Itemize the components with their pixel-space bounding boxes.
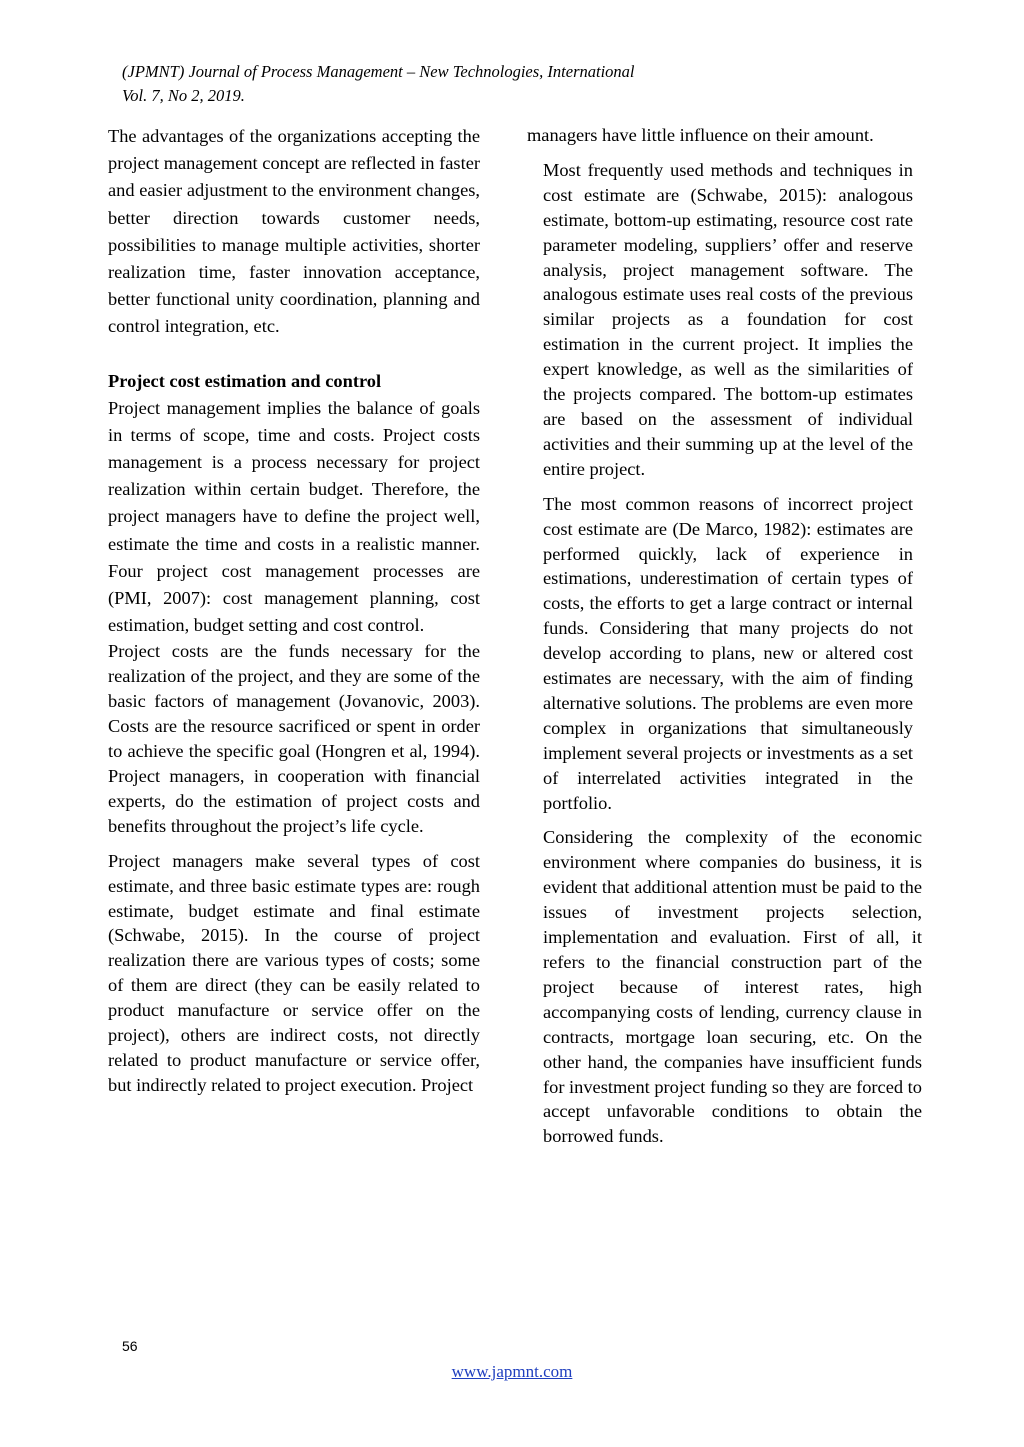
journal-volume: Vol. 7, No 2, 2019. xyxy=(122,86,245,105)
journal-title: (JPMNT) Journal of Process Management – New Technologies, International xyxy=(122,62,635,81)
section-heading: Project cost estimation and control xyxy=(108,370,382,391)
paragraph-estimate-types: Project managers make several types of cost estimate, and three basic estimate types are: rough estimate, budget estimate and final estimate (Schwabe, 2015). In the course of project realization there are various types of costs; some of them are direct (they can be easily related to product manufacture or service offer on the project), others are indirect costs, not directly related to product manufacture or service offer, but indirectly related to project execution. Project xyxy=(108,850,480,1095)
left-column xyxy=(108,123,480,1098)
paragraph-incorrect-estimates: The most common reasons of incorrect project cost estimate are (De Marco, 1982): estimates are performed quickly, lack of experience in estimations, underestimation of certain types of costs, the efforts to get a large contract or internal funds. Considering that many projects do not develop according to plans, new or altered cost estimates are necessary, with the aim of finding alternative solutions. The problems are even more complex in organizations that simultaneously implement several projects or investments as a set of interrelated activities integrated in the portfolio. xyxy=(543,493,913,813)
paragraph-cost-management: Project management implies the balance of goals in terms of scope, time and costs. Project costs management is a process necessary for project realization within certain budget. Therefore, the project managers have to define the project well, estimate the time and costs in a realistic manner. Four project cost management processes are (PMI, 2007): cost management planning, cost estimation, budget setting and cost control. xyxy=(108,397,480,636)
website-link[interactable]: www.japmnt.com xyxy=(451,1362,573,1381)
paragraph-economic-environment: Considering the complexity of the economic environment where companies do business, it is evident that additional attention must be paid to the issues of investment projects selection, implementation and evaluation. First of all, it refers to the financial construction part of the project because of interest rates, high accompanying costs of lending, currency clause in contracts, mortgage loan securing, etc. On the other hand, the companies have insufficient funds for investment project funding so they are forced to accept unfavorable conditions to obtain the borrowed funds. xyxy=(543,827,922,1147)
page-number: 56 xyxy=(122,1338,138,1354)
right-column xyxy=(527,123,922,1149)
paragraph-gap xyxy=(108,341,480,368)
paragraph-advantages: The advantages of the organizations accepting the project management concept are reflected in faster and easier adjustment to the environment changes, better direction towards customer needs, possibilities to manage multiple activities, shorter realization time, faster innovation acceptance, better functional unity coordination, planning and control integration, etc. xyxy=(108,126,480,337)
paragraph-project-costs: Project costs are the funds necessary for the realization of the project, and they are some of the basic factors of management (Jovanovic, 2003). Costs are the resource sacrificed or spent in order to achieve the specific goal (Hongren et al, 1994). Project managers, in cooperation with financial experts, do the estimation of project costs and benefits throughout the project’s life cycle. xyxy=(108,641,480,836)
paragraph-methods: Most frequently used methods and techniques in cost estimate are (Schwabe, 2015): analogous estimate, bottom-up estimating, resource cost rate parameter modeling, suppliers’ offer and reserve analysis, project management software. The analogous estimate uses real costs of the previous similar projects as a foundation for cost estimation in the current project. It implies the expert knowledge, as well as the similarities of the projects compared. The bottom-up estimates are based on the assessment of individual activities and their summing up at the level of the entire project. xyxy=(543,159,913,479)
journal-header xyxy=(122,60,635,108)
paragraph-continuation: managers have little influence on their amount. xyxy=(527,125,874,145)
